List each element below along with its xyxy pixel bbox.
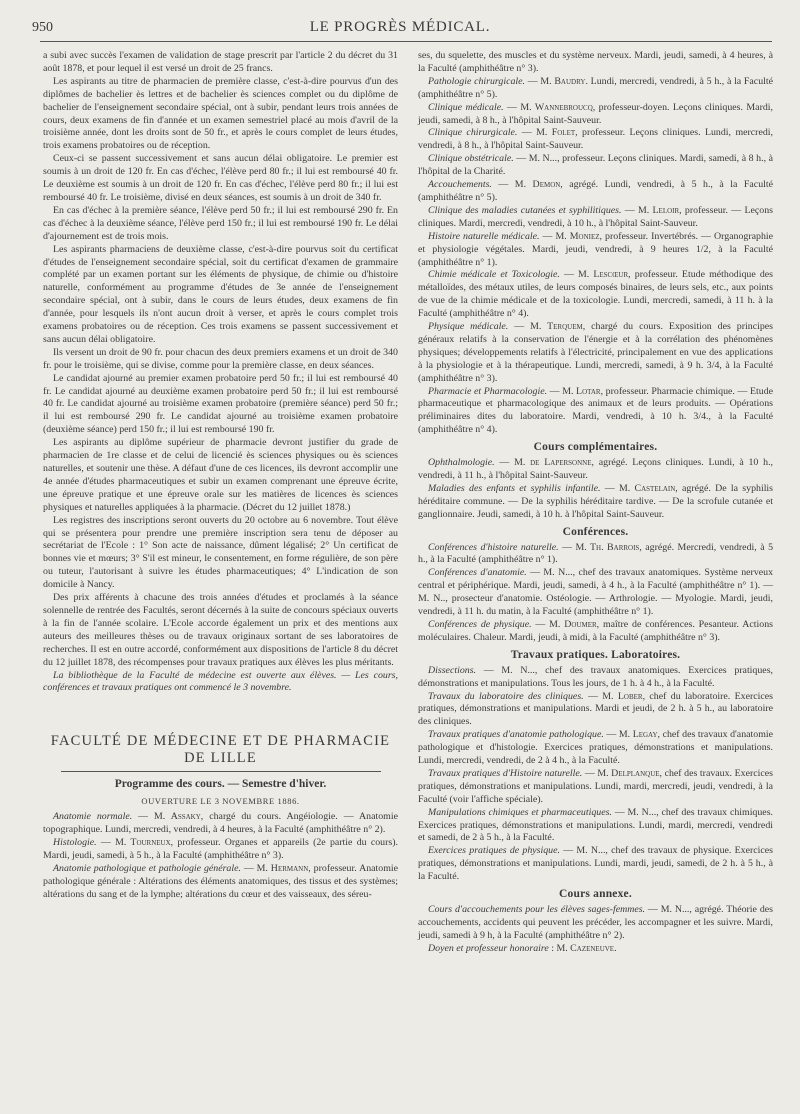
course-title: Conférences d'anatomie. (428, 567, 527, 579)
course-entry: Ophthalmologie. — M. de Lapersonne, agrégé. Leçons cliniques. Lundi, à 10 h., vendredi, à 11 h., à l'hôpital Saint-Sauveur. (418, 457, 774, 481)
course-details: professeur. Anatomie pathologique générale : Altérations des éléments anatomiques, des tissus et des systèmes; altérations du sang et de la lymphe; altérations du cœur et des vaisseaux, des séreu- (43, 862, 399, 900)
course-entry: Physique médicale. — M. Terquem, chargé du cours. Exposition des principes généraux relatifs à la conservation de l'énergie et à la corrélation des phénomènes physiques; développements relatifs à l'électricité, principalement en vue des applications à la physiologie et à la thérapeutique. Lundi, mercredi, samedi, à 9 h. 3/4, à la Faculté (amphithéâtre n° 3). (418, 321, 773, 384)
teacher-name: M. Lober, (602, 690, 646, 702)
course-details: agrégé. Leçons cliniques. Lundi, à 10 h., vendredi, à 11 h., à l'hôpital Saint-Sauveur. (418, 457, 774, 481)
course-title: Clinique des maladies cutanées et syphilitiques. (428, 204, 622, 216)
course-title: Doyen et professeur honoraire (428, 942, 549, 954)
course-details: Lundi, mercredi, vendredi, à 5 h., à la Faculté (amphithéâtre n° 5). (418, 75, 773, 100)
course-entry: Accouchements. — M. Demon, agrégé. Lundi, vendredi, à 5 h., à la Faculté (amphithéâtre n° 5). (418, 179, 774, 203)
course-details: agrégé. Mercredi, vendredi, à 5 h., à la Faculté (amphithéâtre n° 1). (418, 541, 774, 566)
paragraph: Les aspirants au titre de pharmacien de première classe, c'est-à-dire pourvus d'un des diplômes de bachelier ès lettres et de bachelier ès sciences complet ou du diplôme de bachelier de l'enseignement secondaire spécial, ont à subir, pendant leurs trois années de cours, deux examens de fin d'année et un examen semestriel placé au mois d'avril de la troisième année, dont les droits sont de 50 fr., et après le cours complet de leurs études, trois examens probatoires ou de réception. (43, 75, 398, 152)
course-title: Travaux pratiques d'Histoire naturelle. (428, 767, 583, 779)
teacher-name: M. N..., (528, 153, 560, 165)
course-details: professeur. Leçons cliniques. Lundi, mercredi, vendredi, à 8 h., à l'hôpital Saint-Sauveur. (418, 127, 773, 152)
course-title: Manipulations chimiques et pharmaceutiques. (428, 806, 612, 818)
teacher-name: M. Delplanque, (597, 767, 662, 779)
teacher-name: M. Th. Barrois, (575, 541, 642, 553)
left-column (43, 50, 398, 901)
paragraph: En cas d'échec à la première séance, l'élève perd 50 fr.; il lui est remboursé 290 fr. En cas d'échec à la deuxième séance, l'élève perd 150 fr.; il lui est remboursé 190 fr. Le délai d'ajournement est de trois mois. (43, 204, 398, 242)
course-entry: Maladies des enfants et syphilis infantile. — M. Castelain, agrégé. De la syphilis héréditaire commune. — De la syphilis héréditaire tardive. — De la scrofule cutanée et ganglionnaire. Jeudi, samedi, à 10 h. à l'hôpital Saint-Sauveur. (418, 482, 774, 520)
course-entry: Anatomie pathologique et pathologie générale. — M. Hermann, professeur. Anatomie pathologique générale : Altérations des éléments anatomiques, des tissus et des systèmes; altérations du sang et de la lymphe; altérations du cœur et des vaisseaux, des séreu- (43, 862, 399, 900)
teacher-name: M. Baudry. (540, 75, 588, 87)
course-entry: Conférences de physique. — M. Doumer, maître de conférences. Pesanteur. Actions moléculaires. Chaleur. Mardi, jeudi, à midi, à la Faculté (amphithéâtre n° 3). (418, 618, 773, 643)
teacher-name: M. Wannebroucq, (520, 101, 596, 113)
course-details: professeur. — Leçons cliniques. Mardi, mercredi, vendredi, à 10 h., à l'hôpital Saint-Sauveur. (418, 204, 773, 229)
course-details: professeur. Etude méthodique des métalloïdes, des métaux utiles, de leurs composés binaires, de leurs sels, etc., aux points de vue de la chimie médicale et de la toxicologie. Lundi, mercredi, samedi, à 11 h. à la Faculté (amphithéâtre n° 4). (418, 269, 773, 320)
course-details: chef des travaux de physique. Exercices pratiques, démonstrations et manipulations. Lundi, mardi, jeudi, samedi, de 2 h. à 5 h., à la Faculté. (418, 845, 774, 883)
teacher-name: M. Hermann, (256, 862, 311, 874)
faculty-rule (61, 771, 381, 772)
course-title: Maladies des enfants et syphilis infantile. (428, 482, 601, 494)
course-entry: Conférences d'anatomie. — M. N..., chef des travaux anatomiques. Système nerveux central et périphérique. Mardi, jeudi, samedi, à 4 h., à la Faculté (amphithéâtre n° 1). — M. N.., prosecteur d'anatomie. Ostéologie. — Arthrologie. — Myologie. Mardi, jeudi, vendredi, à 11 h. du matin, à la Faculté (amphithéâtre n° 1). (418, 567, 774, 618)
course-entry: Clinique obstétricale. — M. N..., professeur. Leçons cliniques. Mardi, samedi, à 8 h., à l'hôpital de la Charité. (418, 153, 774, 178)
teacher-name: M. de Lapersonne, (514, 457, 594, 469)
course-title: Histologie. (53, 836, 97, 848)
course-entry: Chimie médicale et Toxicologie. — M. Lescœur, professeur. Etude méthodique des métalloïdes, des métaux utiles, de leurs composés binaires, de leurs sels, etc., aux points de vue de la chimie médicale et de la toxicologie. Lundi, mercredi, samedi, à 11 h. à la Faculté (amphithéâtre n° 4). (418, 269, 773, 320)
section-heading: Conférences. (562, 525, 629, 538)
teacher-name: M. Doumer, (549, 618, 600, 630)
course-title: Conférences de physique. (428, 618, 532, 630)
section-heading: Travaux pratiques. Laboratoires. (510, 648, 681, 661)
teacher-name: M. N..., (501, 664, 538, 676)
paragraph: Des prix afférents à chacune des trois années d'études et proclamés à la séance solennelle de rentrée des Facultés, seront décernés à la suite de concours spéciaux ouverts à la fin de l'année scolaire. L'Ecole accorde également un prix et des mentions aux auteurs des meilleures thèses ou de travaux originaux sortant de ses laboratoires de recherches. Il est en outre accordé, conformément aux dispositions de l'article 8 du décret du 12 juillet 1878, des récompenses pour travaux pratiques aux élèves les plus méritants. (43, 592, 398, 668)
course-details: chef des travaux anatomiques. Exercices pratiques, démonstrations et manipulations. Tous les jours, de 1 h. à 4 h., à la Faculté. (418, 664, 773, 689)
course-entry: Dissections. — M. N..., chef des travaux anatomiques. Exercices pratiques, démonstrations et manipulations. Tous les jours, de 1 h. à 4 h., à la Faculté. (418, 664, 773, 689)
course-entry: Pharmacie et Pharmacologie. — M. Lotar, professeur. Pharmacie chimique. — Etude pharmaceutique et pharmacologique des animaux et de leurs produits. — Opérations préliminaires dites du laboratoire. Mardi, vendredi, à 10 h. 3/4., à la Faculté (amphithéâtre n° 4). (418, 385, 774, 436)
course-title: Chimie médicale et Toxicologie. (428, 269, 560, 281)
course-entry: Clinique chirurgicale. — M. Folet, professeur. Leçons cliniques. Lundi, mercredi, vendredi, à 8 h., à l'hôpital Saint-Sauveur. (418, 127, 773, 152)
course-title: Clinique médicale. (428, 101, 504, 113)
teacher-name: M. Demon, (514, 179, 563, 191)
paragraph: Les registres des inscriptions seront ouverts du 20 octobre au 6 novembre. Tout élève qui se présentera pour prendre une première inscription sera tenu de déposer au secrétariat de l'Ecole : 1° Son acte de naissance, dûment légalisé; 2° Un certificat de bonnes vie et mœurs; 3° S'il est mineur, le consentement, en forme régulière, de son père ou tuteur, l'autorisant à suivre les études pharmaceutiques; 4° L'indication de son domicile à Nancy. (43, 514, 398, 591)
course-entry: Histologie. — M. Tourneux, professeur. Organes et appareils (2e partie du cours). Mardi, jeudi, samedi, à 5 h., à la Faculté (amphithéâtre n° 3). (43, 836, 399, 861)
paragraph: La bibliothèque de la Faculté de médecine est ouverte aux élèves. — Les cours, conférences et travaux pratiques ont commencé le 3 novembre. (43, 669, 398, 694)
course-entry: Histoire naturelle médicale. — M. Moniez, professeur. Invertébrés. — Organographie et physiologie végétales. Mardi, jeudi, vendredi, à 9 heures 1/2, à la Faculté (amphithéâtre n° 1). (418, 230, 774, 268)
course-title: Physique médicale. (428, 321, 509, 333)
teacher-name: M. Moniez, (555, 230, 602, 242)
course-title: Conférences d'histoire naturelle. (428, 541, 559, 553)
course-title: Cours d'accouchements pour les élèves sages-femmes. (428, 904, 646, 915)
teacher-name: M. Cazeneuve. (556, 942, 617, 954)
course-title: Accouchements. (428, 179, 492, 191)
course-entry: Clinique des maladies cutanées et syphilitiques. — M. Leloir, professeur. — Leçons cliniques. Mardi, mercredi, vendredi, à 10 h., à l'hôpital Saint-Sauveur. (418, 204, 773, 229)
teacher-name: M. Lotar, (562, 385, 604, 397)
program-title: Programme des cours. — Semestre d'hiver. (114, 778, 327, 791)
right-column (418, 50, 773, 956)
course-entry: Clinique médicale. — M. Wannebroucq, professeur-doyen. Leçons cliniques. Mardi, jeudi, samedi, à 8 h., à l'hôpital Saint-Sauveur. (418, 101, 774, 126)
course-details: chargé du cours. Exposition des principes généraux relatifs à la conservation de l'énergie et à la corrélation des phénomènes physiques; développements relatifs à l'électricité, principalement en vue des applications à la physiologie et à la thérapeutique. Lundi, mercredi, samedi, à 9 h. 3/4, à la Faculté (amphithéâtre n° 3). (418, 321, 773, 384)
opening-date: OUVERTURE LE 3 NOVEMBRE 1886. (141, 796, 300, 807)
header-rule (40, 41, 772, 42)
course-entry: Pathologie chirurgicale. — M. Baudry. Lundi, mercredi, vendredi, à 5 h., à la Faculté (amphithéâtre n° 5). (418, 75, 773, 100)
course-details: chef des travaux chimiques. Exercices pratiques, démonstrations et manipulations. Lundi, mardi, mercredi, vendredi et samedi, de 2 à 5 h., à la Faculté. (418, 806, 774, 844)
course-title: Histoire naturelle médicale. (428, 230, 540, 242)
course-entry: Cours d'accouchements pour les élèves sages-femmes. — M. N..., agrégé. Théorie des accouchements, accidents qui peuvent les précéder, les accompagner et les suivre. Mardi, jeudi, samedi à 9 h, à la Faculté (amphithéâtre n° 2). (418, 904, 773, 941)
course-details: agrégé. Théorie des accouchements, accidents qui peuvent les précéder, les accompagner et les suivre. Mardi, jeudi, samedi à 9 h, à la Faculté (amphithéâtre n° 2). (418, 904, 773, 941)
course-entry: Travaux pratiques d'Histoire naturelle. — M. Delplanque, chef des travaux. Exercices pratiques, démonstrations et manipulations. Lundi, mardi, mercredi, jeudi, vendredi, à la Faculté (voir l'affiche spéciale). (418, 767, 773, 805)
course-title: Pathologie chirurgicale. (428, 75, 525, 87)
teacher-name: M. Legay, (618, 729, 660, 741)
teacher-name: M. Tourneux, (115, 836, 174, 848)
course-details: professeur-doyen. Leçons cliniques. Mardi, jeudi, samedi, à 8 h., à l'hôpital Saint-Sauveur. (418, 101, 774, 126)
teacher-name: M. Leloir, (637, 204, 682, 216)
course-details: chef du laboratoire. Exercices pratiques, démonstrations et manipulations. Mardi et jeudi, de 2 h. à 5 h., au laboratoire des cliniques. (418, 690, 774, 728)
page-number: 950 (32, 20, 53, 35)
paragraph: Les aspirants pharmaciens de deuxième classe, c'est-à-dire pourvus soit du certificat d'études de l'enseignement secondaire spécial, soit du certificat d'examen de grammaire complété par un examen portant sur les éléments de physique, de chimie ou d'histoire naturelle, conformément au programme d'études de 3e année de l'enseignement secondaire spécial, ont à subir, dans le cours de leurs études, deux examens de fin d'année, pour lesquels ils n'ont aucun droit à verser, et après le cours complet trois examens probatoires ou de réception. Ces trois examens se passent successivement et sans aucun délai obligatoire. (43, 243, 398, 345)
paragraph: Ceux-ci se passent successivement et sans aucun délai obligatoire. Le premier est soumis à un droit de 120 fr. En cas d'échec, l'élève perd 80 fr.; il lui est remboursé 40 fr. Le deuxième est soumis à un droit de 120 fr. En cas d'échec, l'élève perd 80 fr.; il lui est remboursé 40 fr. Le troisième, divisé en deux séances, est soumis à un droit de 340 fr. (43, 153, 398, 203)
paragraph: ses, du squelette, des muscles et du système nerveux. Mardi, jeudi, samedi, à 4 heures, à la Faculté (amphithéâtre n° 3). (418, 50, 773, 74)
course-title: Ophthalmologie. (428, 457, 495, 469)
course-details: chargé du cours. Angéiologie. — Anatomie topographique. Lundi, mercredi, vendredi, à 4 heures, à la Faculté (amphithéâtre n° 2). (43, 811, 398, 836)
faculty-title: FACULTÉ DE MÉDECINE ET DE PHARMACIE DE LILLE (50, 733, 391, 767)
course-title: Clinique chirurgicale. (428, 127, 518, 139)
course-title: Clinique obstétricale. (428, 153, 514, 165)
course-entry: Anatomie normale. — M. Assaky, chargé du cours. Angéiologie. — Anatomie topographique. Lundi, mercredi, vendredi, à 4 heures, à la Faculté (amphithéâtre n° 2). (43, 811, 398, 836)
course-title: Travaux du laboratoire des cliniques. (428, 690, 584, 702)
course-title: Travaux pratiques d'anatomie pathologique. (428, 729, 604, 741)
course-details: chef des travaux. Exercices pratiques, démonstrations et manipulations. Lundi, mardi, mercredi, jeudi, vendredi, à la Faculté (voir l'affiche spéciale). (418, 767, 773, 805)
course-title: Dissections. (428, 664, 477, 676)
paragraph: Ils versent un droit de 90 fr. pour chacun des deux premiers examens et un droit de 340 fr. pour le troisième, qui se divise, comme pour la première classe, en deux séances. (43, 346, 398, 371)
course-details: professeur. Pharmacie chimique. — Etude pharmaceutique et pharmacologique des animaux et de leurs produits. — Opérations préliminaires dites du laboratoire. Mardi, vendredi, à 10 h. 3/4., à la Faculté (amphithéâtre n° 4). (418, 385, 774, 436)
course-details: professeur. Organes et appareils (2e partie du cours). Mardi, jeudi, samedi, à 5 h., à la Faculté (amphithéâtre n° 3). (43, 836, 399, 861)
paragraph: Le candidat ajourné au premier examen probatoire perd 50 fr.; il lui est remboursé 40 fr. Le candidat ajourné au deuxième examen probatoire perd 50 fr.; il lui est remboursé 40 fr. Le candidat ajourné au troisième examen probatoire (première séance) perd 50 fr.; il lui est remboursé 290 fr. Le candidat ajourné au troisième examen probatoire (deuxième séance) perd 150 fr.; il lui est remboursé 190 fr. (43, 372, 398, 436)
course-entry: Doyen et professeur honoraire : M. Cazeneuve. (428, 942, 617, 954)
course-details: maître de conférences. Pesanteur. Actions moléculaires. Chaleur. Mardi, jeudi, à midi, à la Faculté (amphithéâtre n° 3). (418, 618, 773, 643)
teacher-name: M. Assaky, (154, 811, 204, 823)
teacher-name: M. N..., (576, 845, 608, 857)
course-details: chef des travaux d'anatomie pathologique et d'histologie. Exercices pratiques, démonstrations et manipulations. Lundi, mercredi, vendredi, de 2 à 4 h., à la Faculté. (418, 729, 773, 767)
course-details: agrégé. De la syphilis héréditaire commune. — De la syphilis héréditaire tardive. — De la scrofule cutanée et ganglionnaire. Jeudi, samedi, à 10 h. à l'hôpital Saint-Sauveur. (418, 482, 774, 520)
section-heading: Cours annexe. (559, 888, 632, 901)
course-details: professeur. Leçons cliniques. Mardi, samedi, à 8 h., à l'hôpital de la Charité. (418, 153, 774, 178)
course-title: Anatomie pathologique et pathologie générale. (53, 862, 241, 874)
teacher-name: M. Folet, (536, 127, 578, 139)
course-entry: Travaux pratiques d'anatomie pathologique. — M. Legay, chef des travaux d'anatomie pathologique et d'histologie. Exercices pratiques, démonstrations et manipulations. Lundi, mercredi, vendredi, de 2 à 4 h., à la Faculté. (418, 729, 773, 767)
course-title: Anatomie normale. (53, 811, 133, 823)
teacher-name: M. Lescœur, (577, 269, 631, 281)
course-entry: Travaux du laboratoire des cliniques. — M. Lober, chef du laboratoire. Exercices pratiques, démonstrations et manipulations. Mardi et jeudi, de 2 h. à 5 h., au laboratoire des cliniques. (418, 690, 774, 728)
paragraph: a subi avec succès l'examen de validation de stage prescrit par l'article 2 du décret du 31 août 1878, et pour lequel il est versé un droit de 25 francs. (43, 50, 398, 74)
teacher-name: M. Terquem, (530, 321, 586, 333)
course-details: agrégé. Lundi, vendredi, à 5 h., à la Faculté (amphithéâtre n° 5). (418, 179, 774, 203)
section-heading: Cours complémentaires. (533, 441, 658, 454)
paragraph: Les aspirants au diplôme supérieur de pharmacie devront justifier du grade de pharmacien de 1re classe et de celui de licencié ès sciences physiques ou ès sciences naturelles, et soutenir une thèse. A défaut d'une de ces licences, ils devront accomplir une 4e année d'études pharmaceutiques et subir un examen comprenant une épreuve écrite, une épreuve pratique et une épreuve orale sur les matières de licences ès sciences physiques et naturelles appliquées à la pharmacie. (Décret du 12 juillet 1878.) (43, 437, 398, 513)
course-entry: Conférences d'histoire naturelle. — M. Th. Barrois, agrégé. Mercredi, vendredi, à 5 h., à la Faculté (amphithéâtre n° 1). (418, 541, 774, 566)
teacher-name: M. N..., (627, 806, 659, 818)
running-title: LE PROGRÈS MÉDICAL. (309, 19, 491, 35)
course-details: professeur. Invertébrés. — Organographie et physiologie végétales. Mardi, jeudi, vendredi, à 9 heures 1/2, à la Faculté (amphithéâtre n° 1). (418, 230, 774, 268)
teacher-name: M. N..., (660, 904, 692, 915)
teacher-name: M. Castelain, (618, 482, 678, 494)
course-title: Pharmacie et Pharmacologie. (428, 385, 548, 397)
course-title: Exercices pratiques de physique. (428, 845, 560, 857)
course-details: chef des travaux anatomiques. Système nerveux central et périphérique. Mardi, jeudi, samedi, à 4 h., à la Faculté (amphithéâtre n° 1). — M. N.., prosecteur d'anatomie. Ostéologie. — Arthrologie. — Myologie. Mardi, jeudi, vendredi, à 11 h. du matin, à la Faculté (amphithéâtre n° 1). (418, 567, 774, 618)
course-entry: Exercices pratiques de physique. — M. N..., chef des travaux de physique. Exercices pratiques, démonstrations et manipulations. Lundi, mardi, jeudi, samedi, de 2 h. à 5 h., à la Faculté. (418, 845, 774, 883)
course-entry: Manipulations chimiques et pharmaceutiques. — M. N..., chef des travaux chimiques. Exercices pratiques, démonstrations et manipulations. Lundi, mardi, mercredi, vendredi et samedi, de 2 à 5 h., à la Faculté. (418, 806, 774, 844)
teacher-name: M. N..., (543, 567, 576, 579)
